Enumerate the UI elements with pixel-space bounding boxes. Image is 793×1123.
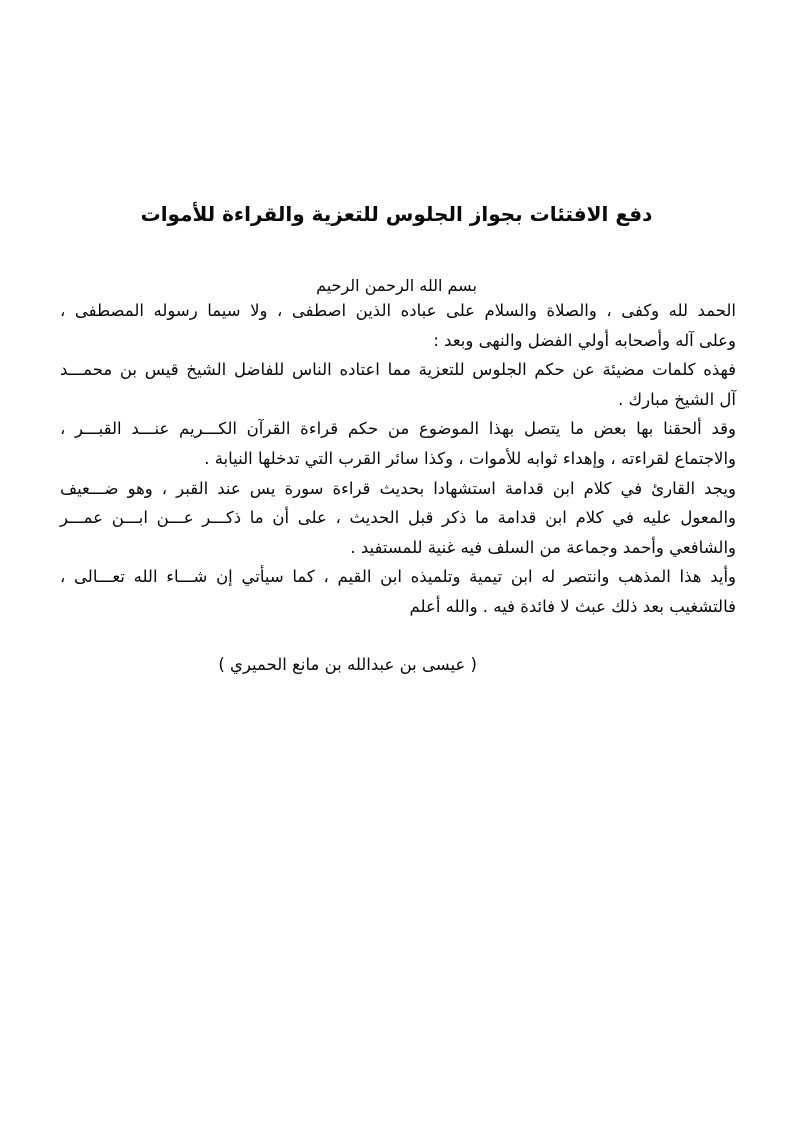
body-line: والشافعي وأحمد وجماعة من السلف فيه غنية للمستفيد . [350,537,736,557]
body-line: ويجد القارئ في كلام ابن قدامة استشهادا بحديث قراءة سورة يس عند القبر ، وهو ضـــعيف [60,478,736,498]
body-line: والمعول عليه في كلام ابن قدامة ما ذكر قبل الحديث ، على أن ما ذكـــر عـــن ابـــن عمـــر [60,508,736,528]
body-line: وعلى آله وأصحابه أولي الفضل والنهى وبعد : [433,330,736,350]
body-line: فالتشغيب بعد ذلك عبث لا فائدة فيه . والله أعلم [409,596,736,616]
author-signature: ( عيسى بن عبدالله بن مانع الحميري ) [218,655,477,674]
body-line: فهذه كلمات مضيئة عن حكم الجلوس للتعزية مما اعتاده الناس للفاضل الشيخ قيس بن محمـــد [60,360,736,380]
bismillah-line: بسم الله الرحمن الرحيم [316,276,477,295]
body-line: الحمد لله وكفى ، والصلاة والسلام على عباده الذين اصطفى ، ولا سيما رسوله المصطفى ، [60,301,736,320]
body-line: والاجتماع لقراءته ، وإهداء ثوابه للأموات ، وكذا سائر القرب التي تدخلها النيابة . [204,448,736,468]
body-line: وأيد هذا المذهب وانتصر له ابن تيمية وتلميذه ابن القيم ، كما سيأتي إن شـــاء الله تعـــالى ، [60,567,736,587]
body-line: آل الشيخ مبارك . [618,389,736,409]
document-body [60,296,736,622]
body-line: وقد ألحقنا بها بعض ما يتصل بهذا الموضوع من حكم قراءة القرآن الكـــريم عنـــد القبـــر ، [60,419,736,439]
document-title: دفع الافتئات بجواز الجلوس للتعزية والقراءة للأموات [140,202,653,226]
